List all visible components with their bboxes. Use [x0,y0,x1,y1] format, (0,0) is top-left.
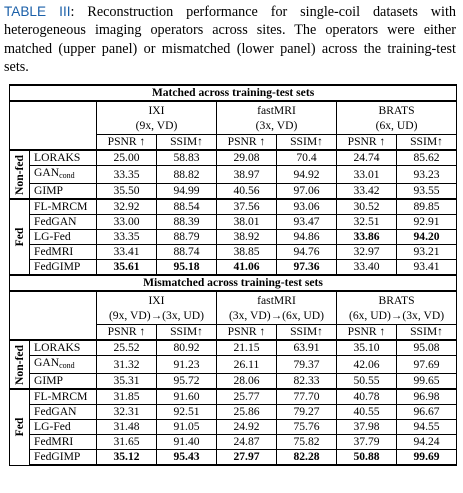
ssim-value: 94.92 [277,166,337,184]
dataset-operator: (6x, UD) [375,119,418,132]
metric-ssim-header: SSIM↑ [397,135,457,151]
method-label: FedGIMP [34,260,81,273]
method-label: GAN [34,166,60,179]
psnr-value: 30.52 [337,199,397,215]
ssim-value: 99.65 [397,374,457,390]
dataset-header [97,291,217,325]
psnr-value: 24.92 [217,420,277,435]
psnr-value: 33.40 [337,260,397,276]
ssim-value: 70.4 [277,150,337,166]
metric-ssim-header: SSIM↑ [397,325,457,341]
table-row [10,405,457,420]
method-label: GAN [34,356,60,369]
ssim-value: 94.76 [277,245,337,260]
method-name [30,184,97,200]
psnr-value: 33.41 [97,245,157,260]
dataset-header-row [10,291,457,325]
method-name [30,420,97,435]
ssim-value: 75.76 [277,420,337,435]
dataset-header [217,101,337,135]
dataset-operator: (6x, UD)→(3x, VD) [348,309,445,322]
metric-psnr-header: PSNR ↑ [217,135,277,151]
method-name [30,374,97,390]
ssim-value: 80.92 [157,340,217,356]
table-row [10,215,457,230]
ssim-value: 82.28 [277,450,337,466]
table-row [10,260,457,276]
table-row [10,150,457,166]
ssim-value: 88.79 [157,230,217,245]
psnr-value: 42.06 [337,356,397,374]
dataset-name: fastMRI [257,294,296,307]
method-label: FedMRI [34,435,74,448]
psnr-value: 31.85 [97,389,157,405]
ssim-value: 85.62 [397,150,457,166]
ssim-value: 94.20 [397,230,457,245]
ssim-value: 77.70 [277,389,337,405]
caption-text: : Reconstruction performance for single-coil datasets with heterogeneous imaging operators across sites. The operators were either matched (upper panel) or mismatched (lower panel) across the training-test sets. [4,4,456,76]
method-label: LORAKS [34,341,81,354]
psnr-value: 28.06 [217,374,277,390]
method-label: GIMP [34,184,63,197]
ssim-value: 94.99 [157,184,217,200]
method-label: GIMP [34,374,63,387]
group-label: Non-fed [12,154,26,195]
dataset-operator: (9x, VD)→(3x, UD) [108,309,205,322]
ssim-value: 91.05 [157,420,217,435]
ssim-value: 93.55 [397,184,457,200]
dataset-name: fastMRI [257,104,296,117]
psnr-value: 24.74 [337,150,397,166]
ssim-value: 97.06 [277,184,337,200]
dataset-operator: (3x, VD)→(6x, UD) [228,309,325,322]
ssim-value: 93.06 [277,199,337,215]
ssim-value: 91.23 [157,356,217,374]
psnr-value: 40.55 [337,405,397,420]
psnr-value: 21.15 [217,340,277,356]
table-row [10,245,457,260]
method-label: FedGIMP [34,450,81,463]
dataset-name: BRATS [378,294,415,307]
psnr-value: 38.85 [217,245,277,260]
psnr-value: 27.97 [217,450,277,466]
ssim-value: 96.98 [397,389,457,405]
table-row [10,199,457,215]
metric-psnr-header: PSNR ↑ [337,135,397,151]
method-label: FedGAN [34,405,77,418]
method-label: FL-MRCM [34,390,88,403]
dataset-header [337,291,457,325]
ssim-value: 79.37 [277,356,337,374]
ssim-value: 89.85 [397,199,457,215]
ssim-value: 94.55 [397,420,457,435]
ssim-value: 93.23 [397,166,457,184]
psnr-value: 37.79 [337,435,397,450]
ssim-value: 95.08 [397,340,457,356]
method-name [30,150,97,166]
group-label: Non-fed [12,344,26,385]
dataset-operator: (9x, VD) [135,119,178,132]
ssim-value: 82.33 [277,374,337,390]
ssim-value: 92.51 [157,405,217,420]
psnr-value: 41.06 [217,260,277,276]
ssim-value: 75.82 [277,435,337,450]
psnr-value: 33.35 [97,230,157,245]
ssim-value: 58.83 [157,150,217,166]
psnr-value: 31.65 [97,435,157,450]
psnr-value: 38.92 [217,230,277,245]
psnr-value: 31.32 [97,356,157,374]
table-row [10,389,457,405]
ssim-value: 91.40 [157,435,217,450]
method-name [30,356,97,374]
group-label-cell [10,340,30,389]
group-label: Fed [12,227,26,247]
table-row [10,450,457,466]
ssim-value: 95.43 [157,450,217,466]
psnr-value: 32.92 [97,199,157,215]
ssim-value: 88.82 [157,166,217,184]
ssim-value: 95.18 [157,260,217,276]
ssim-value: 63.91 [277,340,337,356]
table-row [10,340,457,356]
table-row [10,374,457,390]
method-label: FL-MRCM [34,200,88,213]
method-name [30,450,97,466]
panel-title: Mismatched across training-test sets [10,275,457,291]
method-name [30,199,97,215]
method-label: FedGAN [34,215,77,228]
ssim-value: 94.24 [397,435,457,450]
psnr-value: 35.50 [97,184,157,200]
psnr-value: 25.00 [97,150,157,166]
dataset-header [217,291,337,325]
psnr-value: 33.86 [337,230,397,245]
dataset-header [337,101,457,135]
metric-ssim-header: SSIM↑ [277,325,337,341]
metric-ssim-header: SSIM↑ [157,135,217,151]
table-row [10,230,457,245]
psnr-value: 40.56 [217,184,277,200]
table-row [10,166,457,184]
table-row [10,435,457,450]
ssim-value: 93.21 [397,245,457,260]
ssim-value: 97.36 [277,260,337,276]
blank-cell [10,101,97,150]
method-label: FedMRI [34,245,74,258]
dataset-name: IXI [148,104,165,117]
metric-psnr-header: PSNR ↑ [97,135,157,151]
psnr-value: 32.97 [337,245,397,260]
psnr-value: 35.10 [337,340,397,356]
ssim-value: 93.41 [397,260,457,276]
method-name [30,245,97,260]
table-row [10,184,457,200]
metric-psnr-header: PSNR ↑ [337,325,397,341]
ssim-value: 91.60 [157,389,217,405]
psnr-value: 50.55 [337,374,397,390]
ssim-value: 99.69 [397,450,457,466]
ssim-value: 88.74 [157,245,217,260]
results-table [9,84,457,466]
psnr-value: 35.31 [97,374,157,390]
table-label: TABLE III [4,4,71,19]
blank-cell [10,291,97,340]
ssim-value: 92.91 [397,215,457,230]
method-label: LORAKS [34,151,81,164]
psnr-value: 29.08 [217,150,277,166]
ssim-value: 88.39 [157,215,217,230]
psnr-value: 38.97 [217,166,277,184]
psnr-value: 40.78 [337,389,397,405]
dataset-header-row [10,101,457,135]
metric-psnr-header: PSNR ↑ [217,325,277,341]
group-label-cell [10,389,30,465]
ssim-value: 88.54 [157,199,217,215]
ssim-value: 96.67 [397,405,457,420]
psnr-value: 35.12 [97,450,157,466]
metric-ssim-header: SSIM↑ [277,135,337,151]
method-name [30,389,97,405]
method-name [30,435,97,450]
psnr-value: 35.61 [97,260,157,276]
ssim-value: 94.86 [277,230,337,245]
ssim-value: 93.47 [277,215,337,230]
method-name [30,166,97,184]
ssim-value: 79.27 [277,405,337,420]
table-row [10,420,457,435]
psnr-value: 25.77 [217,389,277,405]
method-name [30,340,97,356]
metric-psnr-header: PSNR ↑ [97,325,157,341]
psnr-value: 33.01 [337,166,397,184]
method-subscript: cond [59,361,75,370]
method-name [30,405,97,420]
psnr-value: 32.51 [337,215,397,230]
group-label: Fed [12,417,26,437]
group-label-cell [10,199,30,275]
method-label: LG-Fed [34,230,71,243]
psnr-value: 50.88 [337,450,397,466]
psnr-value: 33.00 [97,215,157,230]
panel-title: Matched across training-test sets [10,85,457,101]
table-row [10,356,457,374]
group-label-cell [10,150,30,199]
method-name [30,215,97,230]
table-caption [4,3,456,77]
psnr-value: 33.35 [97,166,157,184]
panel-title-row [10,275,457,291]
psnr-value: 31.48 [97,420,157,435]
psnr-value: 38.01 [217,215,277,230]
metric-ssim-header: SSIM↑ [157,325,217,341]
psnr-value: 37.98 [337,420,397,435]
psnr-value: 24.87 [217,435,277,450]
psnr-value: 26.11 [217,356,277,374]
psnr-value: 32.31 [97,405,157,420]
dataset-header [97,101,217,135]
ssim-value: 95.72 [157,374,217,390]
method-subscript: cond [59,171,75,180]
dataset-operator: (3x, VD) [255,119,298,132]
panel-title-row [10,85,457,101]
method-name [30,260,97,276]
dataset-name: BRATS [378,104,415,117]
method-name [30,230,97,245]
psnr-value: 25.52 [97,340,157,356]
ssim-value: 97.69 [397,356,457,374]
dataset-name: IXI [148,294,165,307]
method-label: LG-Fed [34,420,71,433]
psnr-value: 25.86 [217,405,277,420]
psnr-value: 37.56 [217,199,277,215]
psnr-value: 33.42 [337,184,397,200]
